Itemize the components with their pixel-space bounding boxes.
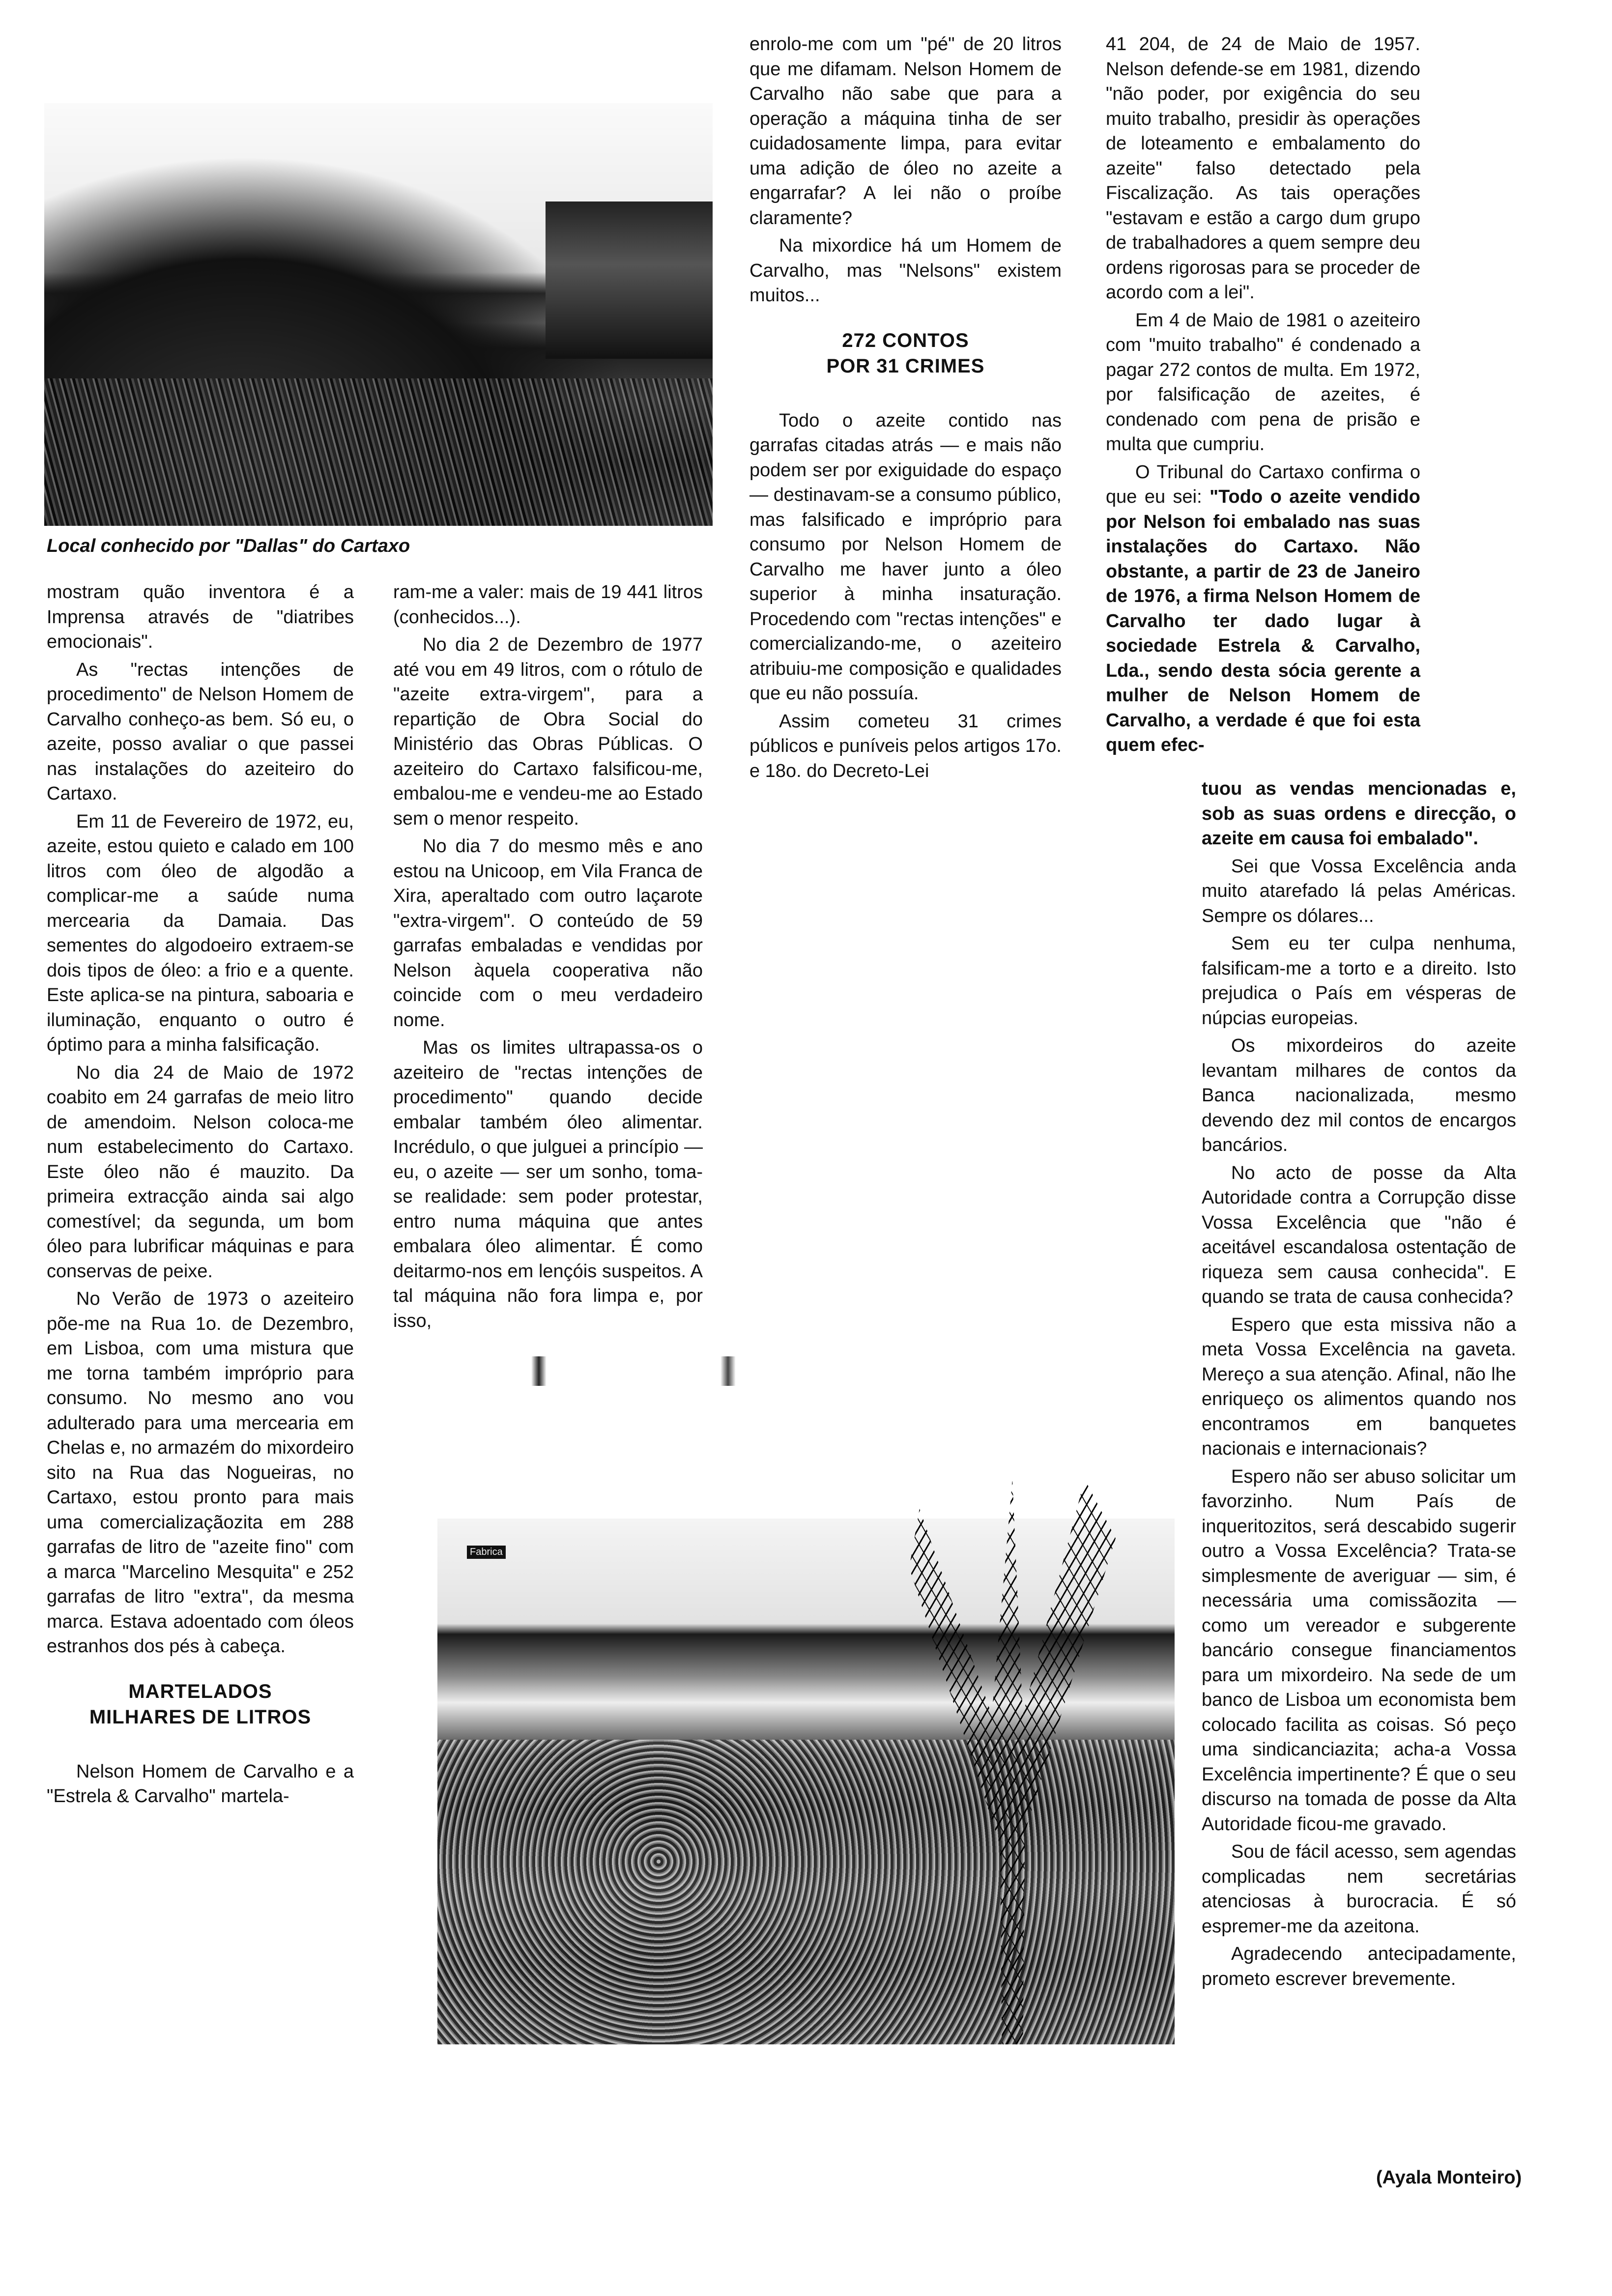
paragraph: Sou de fácil acesso, sem agendas complicadas nem secretárias atenciosas à burocracia. É só espremer-me da azeitona.: [1202, 1841, 1516, 1937]
paragraph: No dia 2 de Dezembro de 1977 até vou em 49 litros, com o rótulo de "azeite extra-virgem", para a repartição de Obra Social do Ministério das Obras Públicas. O azeiteiro do Cartaxo falsificou-me, embalou-me e vendeu-me ao Estado sem o menor respeito.: [393, 634, 703, 829]
paragraph: enrolo-me com um "pé" de 20 litros que me difamam. Nelson Homem de Carvalho não sabe que para a operação a máquina tinha de ser cuidadosamente limpa, para evitar uma adição de óleo no azeite a engarrafar? A lei não o proíbe claramente?: [749, 34, 1062, 229]
paragraph: Nelson Homem de Carvalho e a "Estrela & Carvalho" martela-: [47, 1761, 354, 1807]
paragraph: No acto de posse da Alta Autoridade contra a Corrupção disse Vossa Excelência que "não é aceitável escandalosa ostentação de riqueza sem causa conhecida". E quando se trata de causa conhecida?: [1202, 1162, 1516, 1307]
paragraph: No dia 24 de Maio de 1972 coabito em 24 garrafas de meio litro de amendoim. Nelson coloca-me num estabelecimento do Cartaxo. Este óleo não é mauzito. Da primeira extracção ainda sai algo comestível; da segunda, um bom óleo para lubrificar máquinas e para conservas de peixe.: [47, 1062, 354, 1282]
paragraph: Em 4 de Maio de 1981 o azeiteiro com "muito trabalho" é condenado a pagar 272 contos de multa. Em 1972, por falsificação de azeites, é condenado com pena de prisão e multa que cumpriu.: [1106, 310, 1420, 455]
paragraph: As "rectas intenções de procedimento" de Nelson Homem de Carvalho conheço-as bem. Só eu, o azeite, posso avaliar o que passei nas instalações do azeiteiro do Cartaxo.: [47, 659, 354, 804]
paragraph: tuou as vendas mencionadas e, sob as suas ordens e direcção, o azeite em causa foi embalado".: [1202, 778, 1516, 849]
paragraph: Assim cometeu 31 crimes públicos e puníveis pelos artigos 17o. e 18o. do Decreto-Lei: [749, 711, 1062, 781]
paragraph: mostram quão inventora é a Imprensa através de "diatribes emocionais".: [47, 582, 354, 652]
paragraph: Os mixordeiros do azeite levantam milhares de contos da Banca nacionalizada, mesmo devendo dez mil contos de encargos bancários.: [1202, 1035, 1516, 1155]
paragraph: No Verão de 1973 o azeiteiro põe-me na Rua 1o. de Dezembro, em Lisboa, com uma mistura que me torna também impróprio para consumo. No mesmo ano vou adulterado para uma mercearia em Chelas e, no armazém do mixordeiro sito na Rua das Nogueiras, no Cartaxo, estou pronto para mais uma comercializaçãozita em 288 garrafas de litro de "azeite fino" com a marca "Marcelino Mesquita" e 252 garrafas de litro "extra", da mesma marca. Estava adoentado com óleos estranhos dos pés à cabeça.: [47, 1289, 354, 1657]
photo-top-strip: [418, 1356, 1175, 1386]
paragraph: Sem eu ter culpa nenhuma, falsificam-me a torto e a direito. Isto prejudica o País em vésperas de núpcias europeias.: [1202, 933, 1516, 1029]
photo-factory-tree: [418, 1356, 1175, 2044]
paragraph: Todo o azeite contido nas garrafas citadas atrás — e mais não podem ser por exiguidade do espaço — destinavam-se a consumo público, mas falsificado e impróprio para consumo por Nelson Homem de Carvalho me haver junto a óleo superior à minha insaturação. Procedendo com "rectas intenções" e comercializando-me, o azeiteiro atribuiu-me composição e qualidades que eu não possuía.: [749, 410, 1062, 704]
paragraph: No dia 7 do mesmo mês e ano estou na Unicoop, em Vila Franca de Xira, aperaltado com outro laçarote "extra-virgem". O conteúdo de 59 garrafas embaladas e vendidas por Nelson àquela cooperativa não coincide com o meu verdadeiro nome.: [393, 836, 703, 1031]
paragraph: Mas os limites ultrapassa-os o azeiteiro de "rectas intenções de procedimento" quando decide embalar também óleo alimentar. Incrédulo, o que julguei a princípio — eu, o azeite — ser um sonho, toma-se realidade: sem poder protestar, entro numa máquina que antes embalara óleo alimentar. É como deitarmo-nos em lençóis suspeitos. A tal máquina não fora limpa e, por isso,: [393, 1037, 703, 1331]
article-column-1: [47, 580, 354, 1812]
author-signature: (Ayala Monteiro): [1376, 2167, 1522, 2188]
photo-field: [44, 378, 713, 526]
paragraph: Espero que esta missiva não a meta Vossa Excelência na gaveta. Mereço a sua atenção. Afinal, não lhe enriqueço os alimentos quando nos encontramos em banquetes nacionais e internacionais?: [1202, 1314, 1516, 1459]
paragraph: Agradecendo antecipadamente, prometo escrever brevemente.: [1202, 1944, 1516, 1989]
article-column-2: [393, 580, 703, 1336]
section-heading: MARTELADOS MILHARES DE LITROS: [89, 1680, 312, 1728]
photo-building: [546, 201, 713, 359]
section-heading: 272 CONTOS POR 31 CRIMES: [826, 329, 985, 377]
paragraph: Na mixordice há um Homem de Carvalho, mas "Nelsons" existem muitos...: [749, 235, 1062, 306]
photo-caption: Local conhecido por "Dallas" do Cartaxo: [47, 536, 410, 556]
paragraph: Espero não ser abuso solicitar um favorzinho. Num País de inqueritozitos, será descabido sugerir outro a Vossa Excelência? Trata-se simplesmente de averiguar — sim, é necessária uma comissãozita — como um vereador e subgerente bancário consegue financiamentos para um mixordeiro. Na sede de um banco de Lisboa um economista bem colocado facilita as coisas. Só peço uma sindicanciazita; acha-a Vossa Excelência impertinente? É que o seu discurso na tomada de posse da Alta Autoridade ficou-me gravado.: [1202, 1466, 1516, 1835]
article-column-3: [749, 32, 1062, 786]
photo-ground: [437, 1740, 1175, 2044]
paragraph-tribunal: O Tribunal do Cartaxo confirma o que eu sei: "Todo o azeite vendido por Nelson foi embalado nas suas instalações do Cartaxo. Não obstante, a partir de 23 de Janeiro de 1976, a firma Nelson Homem de Carvalho ter dado lugar à sociedade Estrela & Carvalho, Lda., sendo desta sócia gerente a mulher de Nelson Homem de Carvalho, a verdade é que foi esta quem efec-: [1106, 461, 1420, 755]
article-column-4: [1106, 32, 1420, 761]
paragraph: Sei que Vossa Excelência anda muito atarefado lá pelas Américas. Sempre os dólares...: [1202, 856, 1516, 926]
article-column-5: [1202, 776, 1516, 1994]
photo-dallas-cartaxo: [44, 103, 713, 526]
paragraph: Em 11 de Fevereiro de 1972, eu, azeite, estou quieto e calado em 100 litros com óleo de algodão a complicar-me a saúde numa mercearia da Damaia. Das sementes do algodoeiro extraem-se dois tipos de óleo: a frio e a quente. Este aplica-se na pintura, saboaria e iluminação, enquanto o outro é óptimo para a minha falsificação.: [47, 811, 354, 1055]
paragraph: ram-me a valer: mais de 19 441 litros (conhecidos...).: [393, 582, 703, 628]
photo-sign: Fabrica: [467, 1546, 506, 1559]
paragraph: 41 204, de 24 de Maio de 1957. Nelson defende-se em 1981, dizendo "não poder, por exigência do seu muito trabalho, presidir às operações de loteamento e embalamento do azeite" falso detectado pela Fiscalização. As tais operações "estavam e estão a cargo dum grupo de trabalhadores a quem sempre deu ordens rigorosas para se proceder de acordo com a lei".: [1106, 34, 1420, 303]
